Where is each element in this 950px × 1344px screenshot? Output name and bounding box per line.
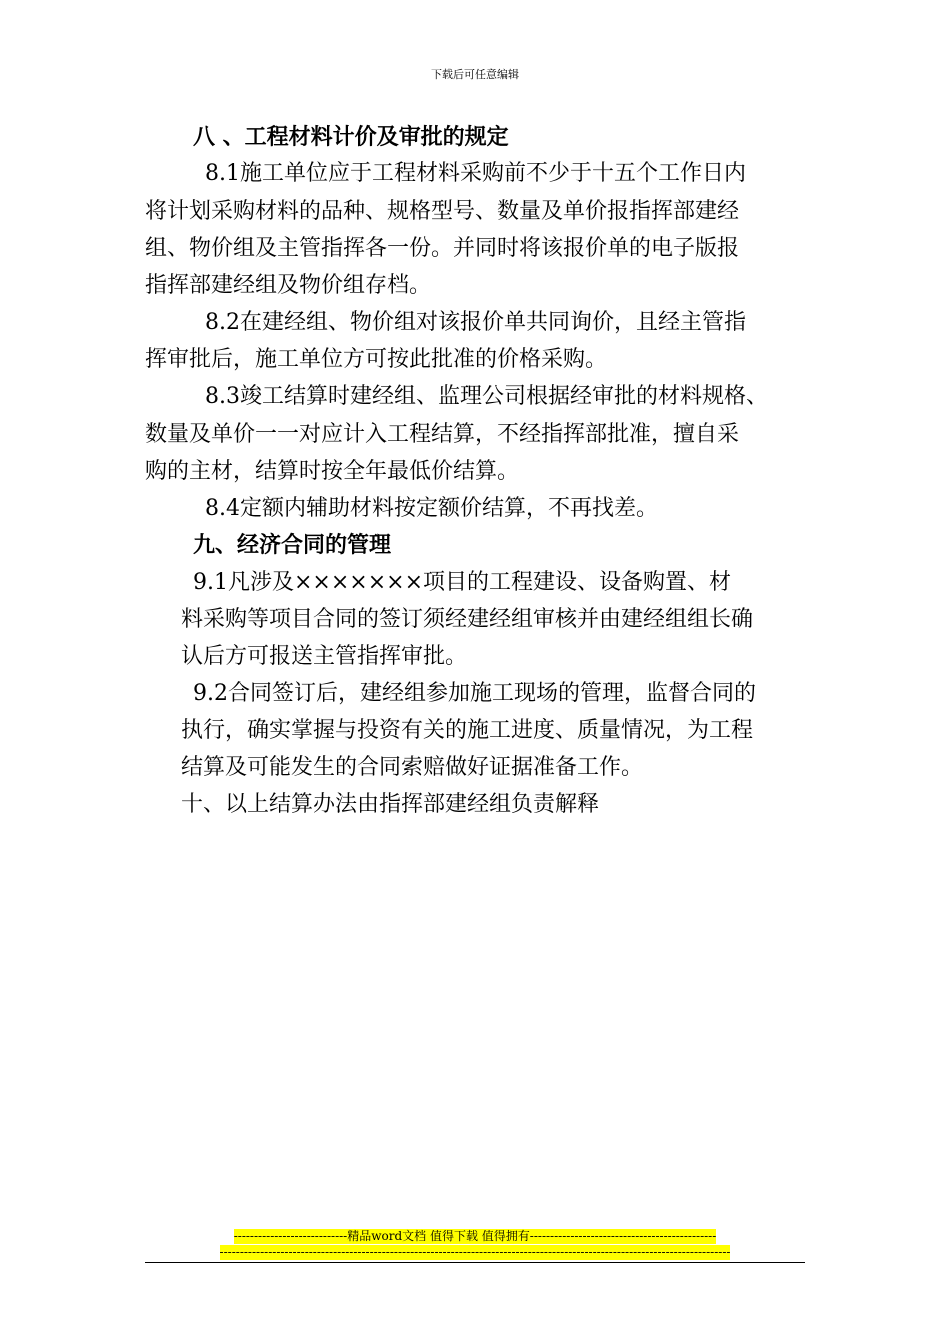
- s8-p2-line-2: 挥审批后，施工单位方可按此批准的价格采购。: [145, 347, 608, 372]
- section-9-heading: 九、经济合同的管理: [193, 533, 392, 558]
- s8-p3-line-1: 8.3竣工结算时建经组、监理公司根据经审批的材料规格、: [205, 384, 768, 409]
- s9-p1-line-1: 9.1凡涉及×××××××项目的工程建设、设备购置、材: [193, 570, 732, 595]
- footer-rule: [145, 1262, 805, 1263]
- s8-p3-line-3: 购的主材，结算时按全年最低价结算。: [145, 459, 520, 484]
- s8-p1-line-4: 指挥部建经组及物价组存档。: [145, 273, 432, 298]
- s9-p2-line-1: 9.2合同签订后，建经组参加施工现场的管理，监督合同的: [193, 681, 756, 706]
- s8-p3-line-2: 数量及单价一一对应计入工程结算，不经指挥部批准，擅自采: [145, 422, 740, 447]
- s9-p2-line-3: 结算及可能发生的合同索赔做好证据准备工作。: [181, 755, 644, 780]
- footer-banner-text: ----------------------------精品word文档 值得下载 值得拥有----------------------------------------------: [233, 1229, 717, 1243]
- s8-p1-line-2: 将计划采购材料的品种、规格型号、数量及单价报指挥部建经: [145, 199, 740, 224]
- s8-p1-line-3: 组、物价组及主管指挥各一份。并同时将该报价单的电子版报: [145, 236, 740, 261]
- header-note: 下载后可任意编辑: [431, 68, 519, 81]
- s8-p4-line-1: 8.4定额内辅助材料按定额价结算，不再找差。: [205, 496, 658, 521]
- footer-dash-rule: ------------------------------------------------------------------------------------------------------------------------------: [219, 1245, 731, 1259]
- section-8-heading: 八 、工程材料计价及审批的规定: [193, 125, 509, 150]
- s9-p1-line-2: 料采购等项目合同的签订须经建经组审核并由建经组组长确: [181, 607, 754, 632]
- s8-p2-line-1: 8.2在建经组、物价组对该报价单共同询价，且经主管指: [205, 310, 746, 335]
- s8-p1-line-1: 8.1施工单位应于工程材料采购前不少于十五个工作日内: [205, 161, 746, 186]
- s9-p2-line-2: 执行，确实掌握与投资有关的施工进度、质量情况，为工程: [181, 718, 754, 743]
- footer-line-1: [0, 1229, 950, 1244]
- section-10-heading: 十、以上结算办法由指挥部建经组负责解释: [181, 792, 600, 817]
- s9-p1-line-3: 认后方可报送主管指挥审批。: [181, 644, 468, 669]
- footer-line-2: [0, 1245, 950, 1260]
